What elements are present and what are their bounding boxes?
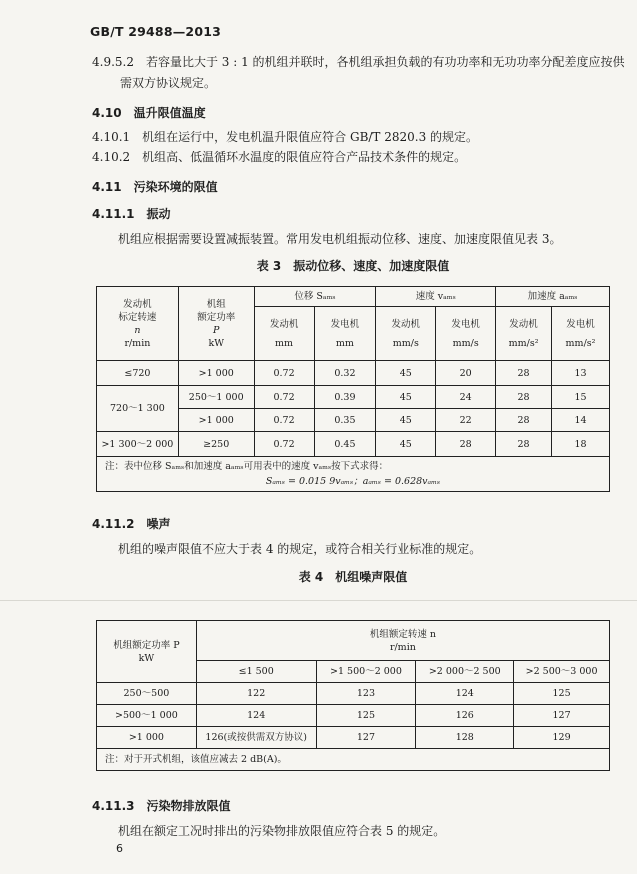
table-row: 720～1 300 250～1 000 0.72 0.39 45 24 28 15: [97, 386, 610, 409]
table-3-formula: Sₐₘₛ = 0.015 9vₐₘₛ；aₐₘₛ = 0.628vₐₘₛ: [265, 476, 441, 487]
table-3-vibration-limits: [96, 286, 610, 492]
clause-4-11-2: 机组的噪声限值不应大于表 4 的规定，或符合相关行业标准的规定。: [118, 542, 482, 556]
th-acc-engine: 发动机 mm/s²: [496, 307, 552, 361]
section-4-11-heading: 4.11 污染环境的限值: [92, 180, 218, 194]
table-row: >1 300～2 000 ≥250 0.72 0.45 45 28 28 18: [97, 432, 610, 457]
table-3-note: 注：表中位移 Sₐₘₛ和加速度 aₐₘₛ可用表中的速度 vₐₘₛ按下式求得： Sₐₘₛ = 0.015 9vₐₘₛ；aₐₘₛ = 0.628vₐₘₛ: [97, 457, 610, 492]
th-disp-generator: 发电机 mm: [314, 307, 376, 361]
table-4-caption: 表 4 机组噪声限值: [298, 570, 408, 584]
th-acceleration: 加速度 aₐₘₛ: [496, 287, 610, 307]
section-4-10-heading: 4.10 温升限值温度: [92, 106, 206, 120]
table-4-note: 注：对于开式机组，该值应减去 2 dB(A)。: [97, 749, 610, 771]
th-engine-speed: 发动机 标定转速 n r/min: [97, 287, 179, 361]
table-4-noise-limits: [96, 620, 610, 771]
section-4-11-1-heading: 4.11.1 振动: [92, 207, 171, 221]
clause-4-11-3: 机组在额定工况时排出的污染物排放限值应符合表 5 的规定。: [118, 824, 446, 838]
th-speed-col-4: >2 500～3 000: [514, 661, 610, 683]
table-row: >500～1 000 124 125 126 127: [97, 705, 610, 727]
table-3-caption: 表 3 振动位移、速度、加速度限值: [256, 259, 450, 273]
th-vel-engine: 发动机 mm/s: [376, 307, 436, 361]
document-code: GB/T 29488—2013: [90, 24, 222, 39]
th-speed-col-1: ≤1 500: [196, 661, 316, 683]
th-rated-power: 机组额定功率 P kW: [97, 621, 197, 683]
clause-4-9-5-2-cont: 需双方协议规定。: [120, 76, 217, 90]
th-rated-power: 机组 额定功率 P kW: [178, 287, 254, 361]
th-rated-speed: 机组额定转速 n r/min: [196, 621, 609, 661]
section-4-11-3-heading: 4.11.3 污染物排放限值: [92, 799, 231, 813]
th-speed-col-3: >2 000～2 500: [416, 661, 514, 683]
clause-4-10-1: 4.10.1 机组在运行中，发电机温升限值应符合 GB/T 2820.3 的规定。: [92, 130, 479, 144]
scan-divider: [0, 600, 637, 601]
table-row: >1 000 126(或按供需双方协议) 127 128 129: [97, 727, 610, 749]
clause-4-10-2: 4.10.2 机组高、低温循环水温度的限值应符合产品技术条件的规定。: [92, 150, 467, 164]
table-row: ≤720 >1 000 0.72 0.32 45 20 28 13: [97, 361, 610, 386]
th-acc-generator: 发电机 mm/s²: [552, 307, 610, 361]
th-velocity: 速度 vₐₘₛ: [376, 287, 496, 307]
th-vel-generator: 发电机 mm/s: [436, 307, 496, 361]
clause-4-11-1: 机组应根据需要设置减振装置。常用发电机组振动位移、速度、加速度限值见表 3。: [118, 232, 562, 246]
section-4-11-2-heading: 4.11.2 噪声: [92, 517, 171, 531]
th-displacement: 位移 Sₐₘₛ: [254, 287, 376, 307]
table-row: 250～500 122 123 124 125: [97, 683, 610, 705]
page-number: 6: [116, 842, 123, 855]
th-speed-col-2: >1 500～2 000: [316, 661, 416, 683]
th-disp-engine: 发动机 mm: [254, 307, 314, 361]
table-row: >1 000 0.72 0.35 45 22 28 14: [97, 409, 610, 432]
clause-4-9-5-2: 4.9.5.2 若容量比大于 3 : 1 的机组并联时，各机组承担负载的有功功率和无功功率分配差度应按供: [92, 55, 625, 69]
